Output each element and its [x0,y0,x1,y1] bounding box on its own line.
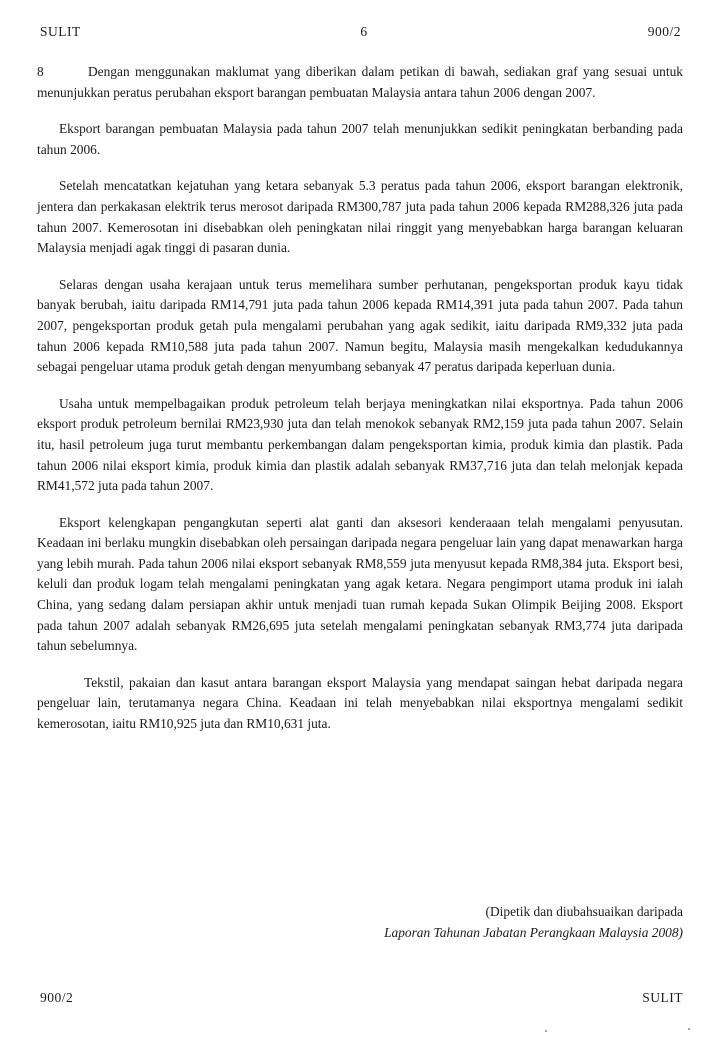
passage-paragraph-2: Setelah mencatatkan kejatuhan yang ketara sebanyak 5.3 peratus pada tahun 2006, eksport barangan elektronik, jentera dan perkakasan elektrik terus merosot daripada RM300,787 juta pada tahun 2006 kepada RM288,326 juta pada tahun 2007. Kemerosotan ini disebabkan oleh peningkatan nilai ringgit yang menyebabkan harga barangan keluaran Malaysia menjadi agak tinggi di pasaran dunia. [37,178,683,256]
passage-paragraph-4: Usaha untuk mempelbagaikan produk petroleum telah berjaya meningkatkan nilai eksportnya. Pada tahun 2006 eksport produk petroleum bernilai RM23,930 juta dan telah menokok sebanyak RM2,159 juta pada tahun 2007. Selain itu, hasil petroleum juga turut membantu perkembangan dalam pengeksportan kimia, produk kimia dan plastik. Pada tahun 2006 nilai eksport kimia, produk kimia dan plastik adalah sebanyak RM37,716 juta dan telah melonjak kepada RM41,572 juta pada tahun 2007. [37,395,683,494]
passage-paragraph-6: Tekstil, pakaian dan kasut antara barangan eksport Malaysia yang mendapat saingan hebat daripada negara pengeluar lain, terutamanya negara China. Keadaan ini telah menyebabkan nilai eksportnya mengalami sedikit kemerosotan, iaitu RM10,925 juta dan RM10,631 juta. [37,674,683,732]
header-classification: SULIT [40,24,81,39]
header-page-number: 6 [360,24,368,39]
question-number: 8 [37,64,44,79]
source-line-1: (Dipetik dan diubahsuaikan daripada [485,904,683,919]
source-citation [384,902,683,943]
footer-paper-code: 900/2 [40,990,74,1005]
question-instruction [37,62,683,103]
scan-speck [688,1028,690,1030]
question-body [37,62,683,751]
passage-paragraph-3: Selaras dengan usaha kerajaan untuk terus memelihara sumber perhutanan, pengeksportan produk kayu tidak banyak berubah, iaitu daripada RM14,791 juta pada tahun 2006 kepada RM14,391 juta pada tahun 2007. Pada tahun 2007, pengeksportan produk getah pula mengalami perubahan yang agak sedikit, iaitu daripada RM9,332 juta pada tahun 2006 kepada RM10,588 juta pada tahun 2007. Namun begitu, Malaysia masih mengekalkan kedudukannya sebagai pengeluar utama produk getah dengan menyumbang sebanyak 47 peratus daripada keperluan dunia. [37,276,683,375]
footer-classification: SULIT [642,990,683,1005]
source-line-2: Laporan Tahunan Jabatan Perangkaan Malaysia 2008) [384,924,683,940]
question-instruction-text: Dengan menggunakan maklumat yang diberikan dalam petikan di bawah, sediakan graf yang sesuai untuk menunjukkan peratus perubahan eksport barangan pembuatan Malaysia antara tahun 2006 dengan 2007. [37,64,683,100]
passage-paragraph-5: Eksport kelengkapan pengangkutan seperti alat ganti dan aksesori kenderaaan telah mengalami penyusutan. Keadaan ini berlaku mungkin disebabkan oleh persaingan daripada negara pengeluar lain yang dapat menawarkan harga yang lebih murah. Pada tahun 2006 nilai eksport sebanyak RM8,559 juta menyusut kepada RM8,384 juta. Eksport besi, keluli dan produk logam telah mengalami peningkatan yang agak ketara. Negara pengimport utama produk ini ialah China, yang sedang dalam persiapan akhir untuk menjadi tuan rumah kepada Sukan Olimpik Beijing 2008. Eksport pada tahun 2007 adalah sebanyak RM26,695 juta setelah mengalami peningkatan sebanyak RM3,774 juta daripada tahun sebelumnya. [37,514,683,654]
header-paper-code: 900/2 [647,24,681,39]
passage-paragraph-1: Eksport barangan pembuatan Malaysia pada tahun 2007 telah menunjukkan sedikit peningkatan berbanding pada tahun 2006. [37,121,683,157]
scan-speck [545,1030,547,1032]
